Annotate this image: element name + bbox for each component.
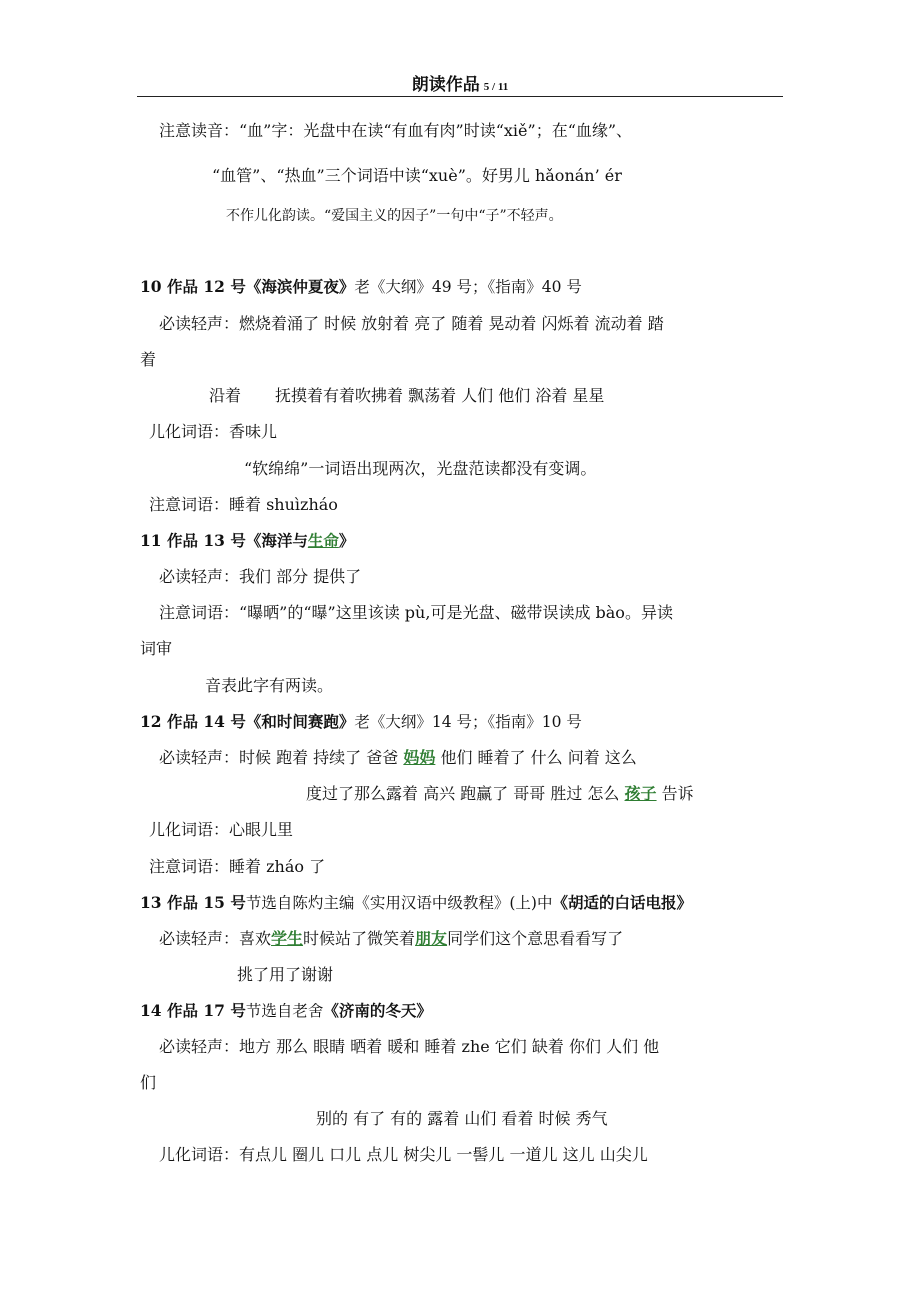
page-number: 5 / 11 (483, 81, 509, 93)
section-10-qingsheng-2a: 沿着 (209, 386, 242, 405)
section-13-qs-text-a: 必读轻声：喜欢 (159, 929, 272, 948)
section-14-qingsheng-1: 必读轻声：地方 那么 眼睛 晒着 暖和 睡着 zhe 它们 缺着 你们 人们 他 (159, 1037, 660, 1056)
section-11-zhuyi-1-wrap: 词审 (140, 639, 173, 658)
section-13-qingsheng-2: 挑了用了谢谢 (237, 965, 334, 984)
section-12-qs1-text-a: 必读轻声：时候 跑着 持续了 爸爸 (159, 748, 404, 767)
section-10-heading (140, 277, 582, 297)
section-11-title: 11 作品 13 号《海洋与 (140, 531, 308, 550)
section-14-heading (140, 1001, 432, 1021)
section-11-qingsheng: 必读轻声：我们 部分 提供了 (159, 567, 362, 586)
section-10-qingsheng-1: 必读轻声：燃烧着涌了 时候 放射着 亮了 随着 晃动着 闪烁着 流动着 踏 (159, 314, 664, 333)
section-11-link-shengming[interactable]: 生命 (307, 531, 339, 550)
section-12-qingsheng-1 (159, 748, 637, 768)
section-10-ref: 老《大纲》49 号；《指南》40 号 (354, 278, 582, 296)
section-12-qingsheng-2 (306, 784, 694, 804)
section-12-qs2-text-b: 告诉 (656, 784, 694, 803)
section-14-qingsheng-2: 别的 有了 有的 露着 山们 看着 时候 秀气 (316, 1109, 608, 1128)
section-12-erhua: 儿化词语：心眼儿里 (149, 820, 294, 839)
section-12-zhuyi: 注意词语：睡着 zháo 了 (149, 857, 326, 876)
section-12-qs2-text-a: 度过了那么露着 高兴 跑赢了 哥哥 胜过 怎么 (306, 784, 625, 803)
section-13-work-title: 《胡适的白话电报》 (552, 893, 692, 912)
section-14-source: 节选自老舍 (245, 1002, 324, 1020)
section-14-work-title: 《济南的冬天》 (323, 1001, 432, 1020)
section-10-qingsheng-1-wrap: 着 (140, 350, 157, 369)
section-13-source: 节选自陈灼主编《实用汉语中级教程》(上)中 (245, 894, 553, 912)
section-10-qingsheng-2b: 抚摸着有着吹拂着 飘荡着 人们 他们 浴着 星星 (275, 386, 605, 405)
intro-line-1: 注意读音：“血”字：光盘中在读“有血有肉”时读“xiě”；在“血缘”、 (159, 121, 633, 140)
section-14-title: 14 作品 17 号 (140, 1001, 246, 1020)
section-13-qs-text-b: 时候站了微笑着 (303, 929, 416, 948)
section-12-link-mama[interactable]: 妈妈 (403, 748, 436, 767)
section-13-link-pengyou[interactable]: 朋友 (415, 929, 448, 948)
header-title: 朗读作品 (411, 75, 480, 95)
section-10-title: 10 作品 12 号《海滨仲夏夜》 (140, 277, 355, 296)
section-11-zhuyi-2: 音表此字有两读。 (205, 676, 334, 695)
section-12-qs1-text-b: 他们 睡着了 什么 问着 这么 (435, 748, 637, 767)
section-13-qs-text-c: 同学们这个意思看看写了 (447, 929, 624, 948)
section-14-erhua: 儿化词语：有点儿 圈儿 口儿 点儿 树尖儿 一髻儿 一道儿 这儿 山尖儿 (159, 1145, 648, 1164)
section-11-heading (140, 531, 354, 551)
section-12-ref: 老《大纲》14 号；《指南》10 号 (354, 713, 582, 731)
page-header (0, 70, 920, 95)
section-13-title: 13 作品 15 号 (140, 893, 246, 912)
section-13-qingsheng-1 (159, 929, 623, 949)
intro-line-3: 不作儿化韵读。“爱国主义的因子”一句中“子”不轻声。 (226, 208, 563, 224)
section-12-title: 12 作品 14 号《和时间赛跑》 (140, 712, 355, 731)
section-12-link-haizi[interactable]: 孩子 (624, 784, 657, 803)
section-14-qingsheng-1-wrap: 们 (140, 1073, 157, 1092)
section-11-zhuyi-1: 注意词语：“曝晒”的“曝”这里该读 pù,可是光盘、磁带误读成 bào。异读 (159, 603, 673, 622)
section-13-heading (140, 893, 692, 913)
section-12-heading (140, 712, 582, 732)
section-10-note: “软绵绵”一词语出现两次，光盘范读都没有变调。 (244, 459, 597, 478)
section-11-title-end: 》 (338, 531, 355, 550)
section-10-erhua: 儿化词语：香味儿 (149, 422, 278, 441)
intro-line-2: “血管”、“热血”三个词语中读“xuè”。好男儿 hǎonán’ ér (212, 166, 622, 185)
section-10-zhuyi: 注意词语：睡着 shuìzháo (149, 495, 338, 514)
section-13-link-xuesheng[interactable]: 学生 (271, 929, 304, 948)
header-rule (137, 96, 783, 97)
